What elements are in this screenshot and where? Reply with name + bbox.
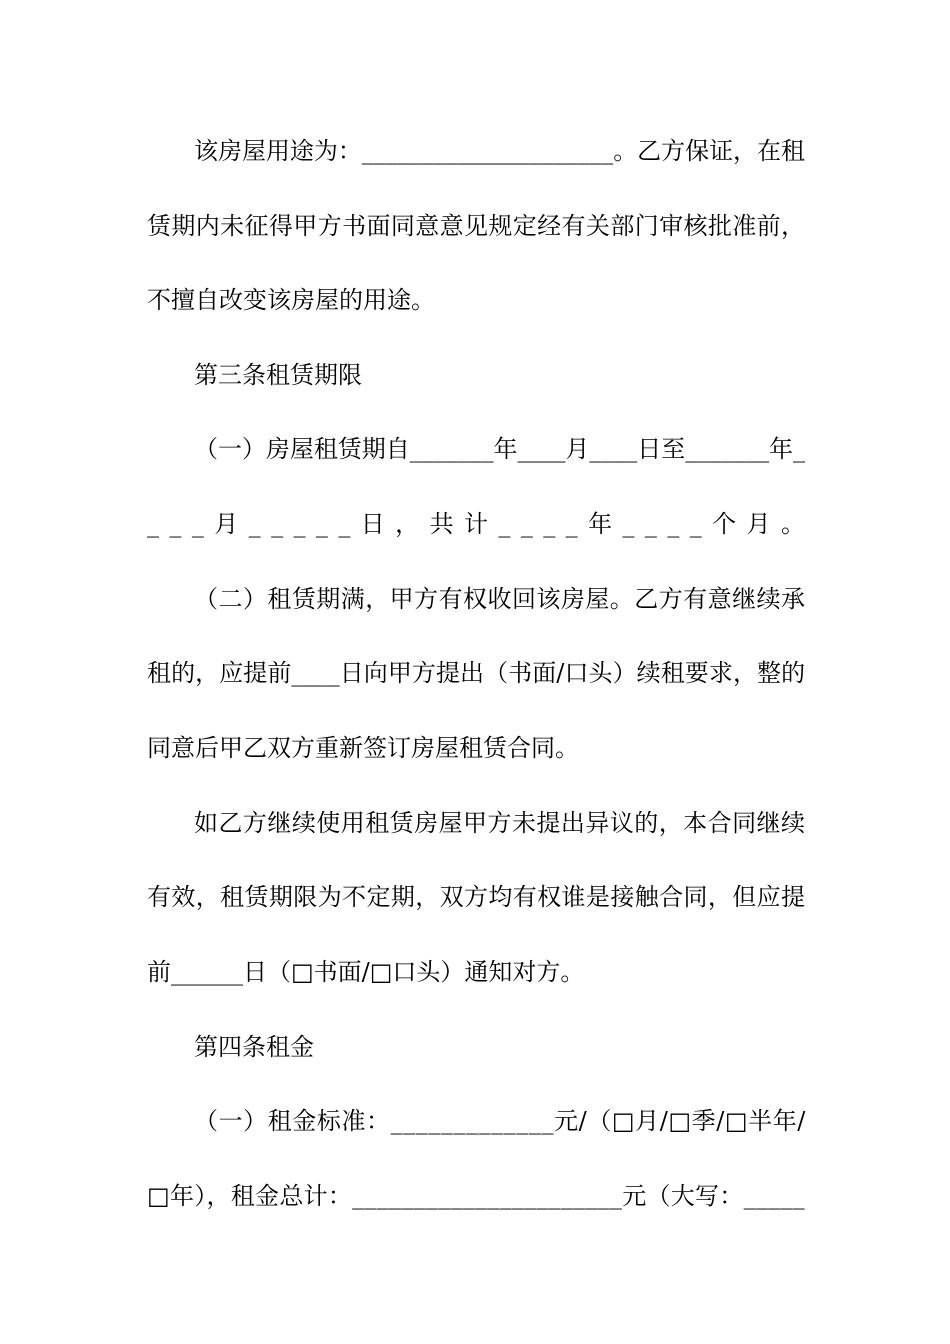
- clause-lease-term-line-1: （一）房屋租赁期自_______年____月____日至_______年_: [194, 435, 805, 463]
- paragraph-continued-use-line-1: 如乙方继续使用租赁房屋甲方未提出异议的，本合同继续: [194, 809, 806, 837]
- paragraph-continued-use-line-2: 有效，租赁期限为不定期，双方均有权谁是接触合同，但应提: [147, 883, 806, 911]
- paragraph-continued-use-line-3: 前______日（□书面/□口头）通知对方。: [147, 958, 585, 986]
- clause-rent-standard-line-1: （一）租金标准：_____________元/（□月/□季/□半年/: [194, 1107, 806, 1135]
- clause-lease-term-line-2: ___月_____日，共计____年____个月。: [147, 510, 816, 538]
- article-four-heading: 第四条租金: [194, 1033, 314, 1061]
- clause-renewal-line-1: （二）租赁期满，甲方有权收回该房屋。乙方有意继续承: [194, 585, 806, 613]
- clause-renewal-line-3: 同意后甲乙双方重新签订房屋租赁合同。: [147, 734, 579, 762]
- clause-renewal-line-2: 租的，应提前____日向甲方提出（书面/口头）续租要求，整的: [147, 659, 806, 687]
- clause-rent-standard-line-2: □年），租金总计：______________________元（大写：_____: [147, 1182, 805, 1210]
- paragraph-house-use-line-1: 该房屋用途为：_____________________。乙方保证，在租: [194, 137, 805, 165]
- article-three-heading: 第三条租赁期限: [194, 361, 362, 389]
- paragraph-house-use-line-3: 不擅自改变该房屋的用途。: [147, 286, 435, 314]
- paragraph-house-use-line-2: 赁期内未征得甲方书面同意意见规定经有关部门审核批准前，: [147, 212, 806, 240]
